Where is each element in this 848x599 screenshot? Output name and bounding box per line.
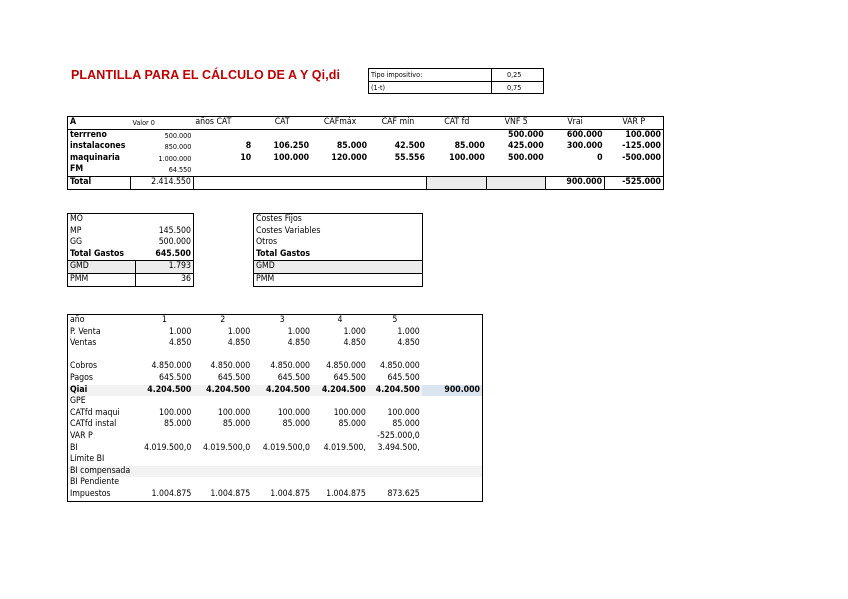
tax-rate-label: Tipo impositivo: xyxy=(369,69,492,82)
cashflow-extra xyxy=(422,408,483,420)
cashflow-row xyxy=(68,408,483,420)
cashflow-value: 85.000 xyxy=(282,419,311,430)
asset-valor0[interactable]: 1.000.000 xyxy=(158,153,192,163)
cost-right-row xyxy=(254,226,423,238)
cashflow-value xyxy=(135,466,193,478)
header-var-p: VAR P xyxy=(622,117,646,127)
cashflow-value: 85.000 xyxy=(163,419,192,430)
header-year: 5 xyxy=(392,315,398,325)
cashflow-label: GPE xyxy=(70,396,86,407)
cashflow-label: CATfd instal xyxy=(70,419,117,430)
cashflow-extra xyxy=(422,361,483,373)
assets-header-row xyxy=(68,117,664,130)
cost-value[interactable] xyxy=(135,214,193,226)
one-minus-t-value[interactable]: 0,75 xyxy=(492,81,544,94)
cashflow-value xyxy=(193,350,252,362)
cost-row xyxy=(68,214,194,226)
cashflow-value: 4.850 xyxy=(227,338,251,349)
asset-cat xyxy=(253,129,311,141)
cashflow-value xyxy=(252,396,312,408)
cashflow-value xyxy=(252,431,312,443)
cashflow-value: 645.500 xyxy=(217,372,251,383)
total-empty xyxy=(311,176,369,189)
cashflow-value: 100.000 xyxy=(333,407,366,418)
cashflow-value: 645.500 xyxy=(387,372,420,383)
total-empty xyxy=(253,176,311,189)
cashflow-row xyxy=(68,477,483,489)
cashflow-value xyxy=(368,466,422,478)
asset-cafmin xyxy=(369,164,427,176)
header-ano: año xyxy=(70,315,85,325)
header-valor0: Valor 0 xyxy=(132,118,155,127)
cost-label: MO xyxy=(70,214,83,224)
cashflow-value: 1.000 xyxy=(227,326,251,337)
cashflow-value xyxy=(135,454,193,466)
asset-name: terrreno xyxy=(70,129,107,140)
cost-label: PMM xyxy=(70,273,89,284)
cashflow-value xyxy=(368,350,422,362)
asset-cafmin xyxy=(369,129,427,141)
cashflow-row xyxy=(68,443,483,455)
asset-vrai[interactable]: 300.000 xyxy=(566,141,603,152)
cost-right-label: PMM xyxy=(256,273,275,284)
total-label: Total xyxy=(70,176,92,187)
costs-left-table xyxy=(67,213,194,287)
cashflow-row xyxy=(68,431,483,443)
cashflow-row xyxy=(68,361,483,373)
cashflow-value: 645.500 xyxy=(333,372,366,383)
cashflow-row xyxy=(68,385,483,397)
cashflow-value: 85.000 xyxy=(392,419,420,430)
cashflow-value xyxy=(252,454,312,466)
cost-value: 36 xyxy=(135,273,193,286)
header-a: A xyxy=(70,117,77,127)
cashflow-value: 4.850.000 xyxy=(210,361,251,372)
asset-cafmin: 42.500 xyxy=(394,141,425,152)
asset-catfd xyxy=(427,129,487,141)
cashflow-row xyxy=(68,396,483,408)
cost-label: GMD xyxy=(70,261,89,272)
total-catfd xyxy=(427,176,487,189)
cashflow-extra xyxy=(422,327,483,339)
assets-total-row xyxy=(68,176,664,189)
cashflow-row xyxy=(68,489,483,501)
asset-valor0[interactable]: 500.000 xyxy=(164,130,192,140)
cashflow-value: 873.625 xyxy=(387,488,420,499)
cashflow-value: 3.494.500, xyxy=(377,442,420,453)
cost-right-row xyxy=(254,237,423,249)
header-cafmax: CAFmáx xyxy=(323,117,357,127)
cost-label: MP xyxy=(70,225,82,236)
cashflow-value: 4.019.500,0 xyxy=(202,442,251,453)
cost-value[interactable]: 145.500 xyxy=(158,225,191,236)
cashflow-extra xyxy=(422,431,483,443)
cost-value[interactable]: 500.000 xyxy=(158,237,191,248)
header-vnf5: VNF 5 xyxy=(504,117,528,127)
cashflow-value: 1.004.875 xyxy=(270,488,311,499)
cashflow-value: 1.000 xyxy=(397,326,420,337)
header-cat-fd: CAT fd xyxy=(444,117,470,127)
cashflow-value xyxy=(193,431,252,443)
cashflow-value: 4.204.500 xyxy=(266,384,311,395)
asset-name: FM xyxy=(70,164,84,175)
cashflow-label: P. Venta xyxy=(70,326,101,337)
asset-varp: 100.000 xyxy=(625,129,661,140)
cashflow-label: VAR P xyxy=(70,430,93,441)
cashflow-label: BI compensada xyxy=(70,465,131,476)
asset-cafmax: 120.000 xyxy=(331,152,368,163)
cashflow-row xyxy=(68,338,483,350)
cashflow-value xyxy=(312,350,368,362)
cashflow-extra xyxy=(422,443,483,455)
cashflow-label: Qiai xyxy=(70,384,88,395)
cashflow-value: 4.019.500,0 xyxy=(262,442,311,453)
cashflow-value: 85.000 xyxy=(222,419,251,430)
cashflow-extra: 900.000 xyxy=(422,385,483,397)
cashflow-value: 4.019.500,0 xyxy=(144,442,192,453)
cost-gmd-row xyxy=(68,261,194,274)
cashflow-label: BI xyxy=(70,442,78,453)
one-minus-t-label: (1-t) xyxy=(369,81,492,94)
cashflow-value xyxy=(135,396,193,408)
cashflow-row xyxy=(68,350,483,362)
cashflow-value: 1.004.875 xyxy=(210,488,251,499)
total-empty xyxy=(369,176,427,189)
cashflow-extra xyxy=(422,396,483,408)
cashflow-value: 4.850 xyxy=(397,338,420,349)
cost-right-label: Costes Variables xyxy=(256,225,321,236)
cashflow-row xyxy=(68,327,483,339)
asset-anos xyxy=(193,164,253,176)
cashflow-value xyxy=(135,477,193,489)
asset-catfd: 85.000 xyxy=(454,141,485,152)
asset-catfd: 100.000 xyxy=(449,152,485,163)
cashflow-value: 1.000 xyxy=(287,326,311,337)
asset-row-fm xyxy=(68,164,664,176)
cashflow-value: 100.000 xyxy=(277,407,311,418)
cost-right-gmd-row xyxy=(254,261,423,274)
cashflow-table xyxy=(67,314,483,502)
asset-varp xyxy=(605,164,664,176)
header-year: 1 xyxy=(161,315,167,325)
cashflow-value: 100.000 xyxy=(159,407,192,418)
asset-name: instalacones xyxy=(70,141,126,152)
cashflow-value: 1.004.875 xyxy=(326,488,366,499)
cashflow-row xyxy=(68,373,483,385)
cashflow-label: Ventas xyxy=(70,338,97,349)
cashflow-extra xyxy=(422,419,483,431)
asset-vrai[interactable]: 600.000 xyxy=(566,129,603,140)
cost-right-label: GMD xyxy=(256,261,275,272)
cashflow-extra xyxy=(422,454,483,466)
cashflow-value xyxy=(193,454,252,466)
cashflow-value: 100.000 xyxy=(217,407,251,418)
asset-cafmax: 85.000 xyxy=(336,141,368,152)
asset-cafmax xyxy=(311,164,369,176)
cashflow-value xyxy=(312,396,368,408)
cost-right-total-row xyxy=(254,249,423,261)
assets-table xyxy=(67,116,664,190)
cost-label: Total Gastos xyxy=(70,248,125,259)
tax-rate-value[interactable]: 0,25 xyxy=(492,69,544,82)
cashflow-extra xyxy=(422,489,483,501)
asset-anos[interactable]: 8 xyxy=(245,141,252,152)
cashflow-value: 100.000 xyxy=(387,407,420,418)
total-varp: -525.000 xyxy=(605,176,664,189)
asset-name: maquinaria xyxy=(70,152,120,163)
asset-row-terreno xyxy=(68,129,664,141)
cashflow-value: 4.850.000 xyxy=(270,361,311,372)
asset-vnf5: 500.000 xyxy=(508,152,544,163)
page-title: PLANTILLA PARA EL CÁLCULO DE A Y Qi,di xyxy=(71,68,341,82)
asset-row-instalaciones xyxy=(68,141,664,153)
cashflow-value xyxy=(193,477,252,489)
asset-vrai[interactable]: 0 xyxy=(597,152,603,163)
cashflow-value: 4.204.500 xyxy=(375,384,420,395)
total-valor0: 2.414.550 xyxy=(130,176,193,189)
header-cat: CAT xyxy=(274,117,290,127)
cashflow-value xyxy=(312,466,368,478)
cashflow-label: BI Pendiente xyxy=(70,477,120,488)
header-year: 2 xyxy=(220,315,226,325)
costs-right-table xyxy=(253,213,423,287)
cashflow-label: CATfd maqui xyxy=(70,407,120,418)
asset-cat: 100.000 xyxy=(273,152,310,163)
cashflow-row xyxy=(68,454,483,466)
cashflow-value: 645.500 xyxy=(159,372,192,383)
cost-right-row xyxy=(254,214,423,226)
cashflow-value xyxy=(135,431,193,443)
cashflow-value xyxy=(312,431,368,443)
cashflow-value: 85.000 xyxy=(338,419,366,430)
asset-valor0[interactable]: 850.000 xyxy=(164,142,192,152)
total-vnf5 xyxy=(487,176,546,189)
cashflow-value xyxy=(368,454,422,466)
cashflow-value: 4.019.500, xyxy=(323,442,366,453)
asset-row-maquinaria xyxy=(68,153,664,165)
asset-vnf5: 425.000 xyxy=(508,141,544,152)
cashflow-label: Impuestos xyxy=(70,488,111,499)
cashflow-value xyxy=(252,350,312,362)
asset-vrai xyxy=(546,164,605,176)
cashflow-value: 4.850 xyxy=(168,338,192,349)
header-year: 3 xyxy=(279,315,285,325)
header-extra xyxy=(422,315,483,327)
cashflow-value: 4.850.000 xyxy=(326,361,366,372)
cashflow-extra xyxy=(422,466,483,478)
asset-cat xyxy=(253,164,311,176)
cashflow-value xyxy=(135,350,193,362)
cashflow-header-row xyxy=(68,315,483,327)
cashflow-extra xyxy=(422,350,483,362)
asset-vnf5 xyxy=(487,164,546,176)
asset-catfd xyxy=(427,164,487,176)
asset-vnf5: 500.000 xyxy=(508,129,544,140)
cashflow-value: 4.850.000 xyxy=(151,361,192,372)
cost-label: GG xyxy=(70,237,83,248)
asset-varp: -500.000 xyxy=(622,152,661,163)
cashflow-value xyxy=(193,396,252,408)
cashflow-value: -525.000,0 xyxy=(377,430,420,441)
asset-cat: 106.250 xyxy=(273,141,310,152)
cost-right-label: Total Gastos xyxy=(256,248,311,259)
asset-valor0[interactable]: 64.550 xyxy=(168,165,192,175)
cashflow-value: 4.204.500 xyxy=(206,384,251,395)
asset-varp: -125.000 xyxy=(622,141,661,152)
cashflow-value: 4.850 xyxy=(287,338,311,349)
cashflow-row xyxy=(68,419,483,431)
cashflow-value xyxy=(252,477,312,489)
header-anos-cat: años CAT xyxy=(195,117,232,127)
cashflow-value: 4.850.000 xyxy=(380,361,420,372)
cashflow-label: Pagos xyxy=(70,372,93,383)
asset-cafmax xyxy=(311,129,369,141)
cashflow-value xyxy=(368,396,422,408)
cashflow-label: Cobros xyxy=(70,361,98,372)
cost-pmm-row xyxy=(68,273,194,286)
cost-total-row xyxy=(68,249,194,261)
header-year: 4 xyxy=(337,315,343,325)
cashflow-value: 4.204.500 xyxy=(321,384,366,395)
cashflow-label: Límite BI xyxy=(70,454,105,465)
asset-anos[interactable]: 10 xyxy=(240,152,252,163)
cost-right-label: Costes Fijos xyxy=(256,214,302,224)
cashflow-value xyxy=(368,477,422,489)
cashflow-value: 645.500 xyxy=(277,372,311,383)
header-vrai: Vrai xyxy=(567,117,583,127)
cost-right-pmm-row xyxy=(254,273,423,286)
cost-row xyxy=(68,226,194,238)
cost-value: 645.500 xyxy=(155,248,191,259)
asset-cafmin: 55.556 xyxy=(394,152,425,163)
total-vrai: 900.000 xyxy=(546,176,605,189)
cashflow-value xyxy=(312,477,368,489)
cashflow-value xyxy=(252,466,312,478)
cost-value: 1.793 xyxy=(135,261,193,274)
cashflow-value: 4.850 xyxy=(343,338,366,349)
total-empty xyxy=(193,176,253,189)
asset-anos[interactable] xyxy=(193,129,253,141)
cashflow-extra xyxy=(422,338,483,350)
tax-table xyxy=(368,68,544,94)
cashflow-value: 4.204.500 xyxy=(147,384,192,395)
cashflow-value xyxy=(193,466,252,478)
cashflow-value: 1.004.875 xyxy=(151,488,192,499)
cost-row xyxy=(68,237,194,249)
cashflow-label xyxy=(68,350,136,362)
header-cafmin: CAF mín xyxy=(381,117,415,127)
cashflow-extra xyxy=(422,373,483,385)
cashflow-value: 1.000 xyxy=(343,326,366,337)
cashflow-row xyxy=(68,466,483,478)
cost-right-label: Otros xyxy=(256,237,278,248)
cashflow-value: 1.000 xyxy=(168,326,192,337)
cashflow-extra xyxy=(422,477,483,489)
cashflow-value xyxy=(312,454,368,466)
